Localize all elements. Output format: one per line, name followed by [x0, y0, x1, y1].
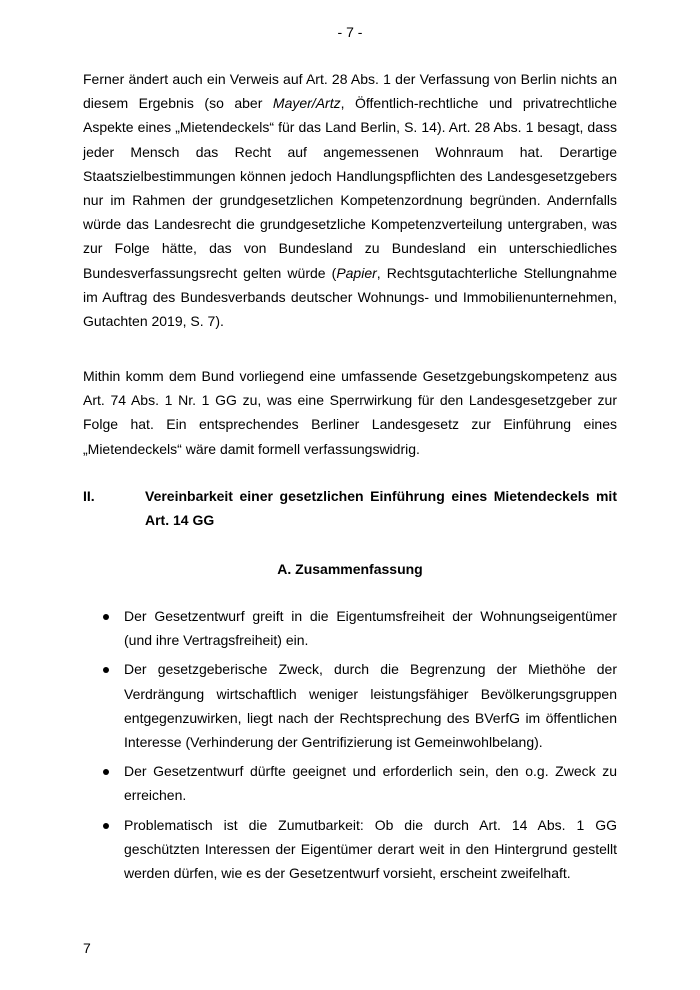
- citation-author: Mayer/Artz: [272, 95, 341, 112]
- list-item: [83, 604, 617, 652]
- bullet-icon: [103, 769, 109, 775]
- list-item: [83, 657, 617, 754]
- paragraph-text: , Öffentlich-rechtliche und privatrechtliche Aspekte eines „Mietendeckels“ für das Land Berlin, S. 14). Art. 28 Abs. 1 besagt, dass jeder Mensch das Recht auf angemessenen Wohnraum hat. Derartige Staatszielbestimmungen können jedoch Handlungspflichten des Landesgesetzgebers nur im Rahmen der grundgesetzlichen Kompetenzordnung begründen. Andernfalls würde das Landesrecht die grundgesetzliche Kompetenzverteilung untergraben, was zur Folge hätte, das von Bundesland zu Bundesland ein unterschiedliches Bundesverfassungsrecht gelten würde (: [83, 95, 617, 281]
- list-item: [83, 759, 617, 807]
- section-ii-heading: [83, 484, 617, 532]
- paragraph-berlin-constitution: [83, 67, 617, 333]
- bullet-icon: [103, 667, 109, 673]
- list-item-text: Der Gesetzentwurf dürfte geeignet und erforderlich sein, den o.g. Zweck zu erreichen.: [124, 763, 617, 804]
- bullet-icon: [103, 823, 109, 829]
- list-item: [83, 813, 617, 886]
- page-number-header: - 7 -: [337, 24, 363, 40]
- paragraph-text: , Rechtsgutachterliche Stellungnahme im Auftrag des Bundesverbands deutscher Wohnungs- und Immobilienunternehmen, Gutachten 2019, S. 7).: [83, 264, 617, 330]
- subsection-a-heading: A. Zusammenfassung: [277, 561, 423, 577]
- list-item-text: Problematisch ist die Zumutbarkeit: Ob die durch Art. 14 Abs. 1 GG geschützten Interessen der Eigentümer derart weit in den Hintergrund gestellt werden dürfen, wie es der Gesetzentwurf vorsieht, erscheint zweifelhaft.: [124, 816, 617, 882]
- section-title: Vereinbarkeit einer gesetzlichen Einführung eines Mietendeckels mit Art. 14 GG: [145, 488, 617, 529]
- list-item-text: Der gesetzgeberische Zweck, durch die Begrenzung der Miethöhe der Verdrängung wirtschaftlich weniger leistungsfähiger Bevölkerungsgruppen entgegenzuwirken, liegt nach der Rechtsprechung des BVerfG im öffentlichen Interesse (Verhinderung der Gentrifizierung ist Gemeinwohlbelang).: [124, 661, 617, 751]
- paragraph-text: Ferner ändert auch ein Verweis auf Art. 28 Abs. 1 der Verfassung von Berlin nichts an diesem Ergebnis (so aber: [83, 71, 617, 112]
- list-item-text: Der Gesetzentwurf greift in die Eigentumsfreiheit der Wohnungseigentümer (und ihre Vertragsfreiheit) ein.: [124, 608, 617, 649]
- bullet-icon: [103, 614, 109, 620]
- summary-bullet-list: [83, 604, 617, 890]
- paragraph-federal-competence: Mithin komm dem Bund vorliegend eine umfassende Gesetzgebungskompetenz aus Art. 74 Abs. 1 Nr. 1 GG zu, was eine Sperrwirkung für den Landesgesetzgeber zur Folge hat. Ein entsprechendes Berliner Landesgesetz zur Einführung eines „Mietendeckels“ wäre damit formell verfassungswidrig.: [83, 368, 617, 457]
- page-number-footer: 7: [83, 940, 91, 956]
- citation-author: Papier: [336, 264, 377, 281]
- section-number: II.: [83, 488, 95, 504]
